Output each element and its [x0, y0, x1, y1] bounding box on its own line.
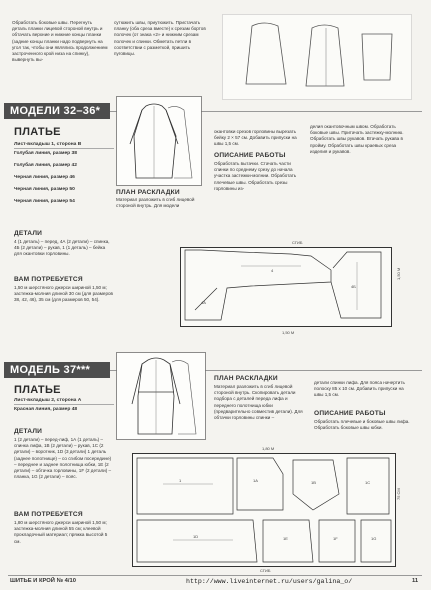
model1-fashion-sketch	[116, 96, 202, 186]
model2-work-text: Обработать плечевые и боковые швы лифа. Обработать боковые швы юбки.	[314, 419, 410, 431]
model1-plan-text: Материал разложить в сгиб лицевой стороной внутрь. Для модели	[116, 197, 195, 209]
top-text-col1: Обработать боковые швы. Перегнуть деталь планки лицевой стороной внутрь и обтачать верхние и нижние концы планки (задние концы планки надо подвернуть на угол так, чтобы они являлись продолжением застроченного крой низа на спинку), вывернуть вы-	[12, 20, 108, 63]
piece-label-1f: 1F	[333, 536, 338, 541]
model1-fold-label: СГИБ	[292, 240, 303, 245]
model1-mid-text: окантовки срезов горловины вырезать бейку 2 × 57 см. Добавить припуски на швы 1,5 см.	[214, 129, 297, 147]
top-sketch	[222, 14, 412, 100]
model1-plan-title: ПЛАН РАСКЛАДКИ	[116, 189, 180, 196]
model1-size-list	[14, 142, 114, 205]
model2-layout-box	[132, 453, 396, 567]
footer-url[interactable]: http://www.liveinternet.ru/users/galina_o/	[186, 578, 353, 585]
model1-size-5: Черная линия, размер 54	[14, 199, 75, 204]
model2-right-text: детали спинки лифа. Для пояса начертить полоску 85 х 10 см. Добавить припуски на швы 1,5 см.	[314, 380, 405, 398]
model1-size-4: Черная линия, размер 50	[14, 187, 75, 192]
model2-size-0: Лист-вкладыш 2, сторона А	[14, 398, 114, 405]
piece-label-4a: 4А	[201, 300, 206, 305]
model2-need-text: 1,80 м шерстяного джерси шириной 1,50 м; застежка-молния длиной 55 см; клеевой прокладочный материал; пряжка высотой 5 см.	[14, 520, 108, 544]
model2-plan-text: Материал разложить в сгиб лицевой стороной внутрь. Скопировать детали подбора с деталей переда лифа и переднего полотнища юбки (предварительно совместив детали). Для обтачки горловины спинки –	[214, 384, 303, 421]
model1-garment: ПЛАТЬЕ	[14, 126, 61, 138]
model2-details-title: ДЕТАЛИ	[14, 428, 43, 435]
model1-width-label: 1,50 М	[282, 330, 295, 335]
model1-work-text: Обработать вытачки. Стачать части спинки по среднему срезу до начала участка застежки-молнии. Обработать плечевые швы. Обработать срезы горловины из-	[214, 161, 297, 191]
model2-size-1: Красная линия, размер 48	[14, 407, 78, 412]
piece-label-1b: 1В	[311, 480, 316, 485]
model2-need-title: ВАМ ПОТРЕБУЕТСЯ	[14, 511, 83, 518]
model1-details-text: 4 (1 деталь) – перед, 4А (2 детали) – спинка, 4Б (2 детали) – рукав, 1 (1 деталь) – бейка для окантовки горловины.	[14, 239, 110, 257]
model1-size-2: Голубая линия, размер 42	[14, 163, 77, 168]
model2-garment: ПЛАТЬЕ	[14, 384, 61, 396]
piece-label-1a: 1А	[253, 478, 258, 483]
footer-magazine: ШИТЬЕ И КРОЙ № 4/10	[10, 578, 76, 584]
model1-size-3: Черная линия, размер 46	[14, 175, 75, 180]
piece-label-4: 4	[271, 268, 274, 273]
model2-width-label: 1,80 М	[262, 446, 275, 451]
model2-size-list	[14, 398, 114, 413]
model1-title: МОДЕЛИ 32–36*	[4, 103, 110, 119]
model1-need-title: ВАМ ПОТРЕБУЕТСЯ	[14, 276, 83, 283]
model2-fold-label: СГИБ	[260, 568, 271, 573]
model1-size-1: Голубая линия, размер 38	[14, 151, 77, 156]
model2-depth-label: 75 СМ	[396, 488, 401, 500]
piece-label-1g: 1G	[371, 536, 377, 541]
top-text-col2: сутюжить швы, приутюжить. Пристачать планку (оба среза вместе) к срезам бортов полочек (от знака «2» и нижним срезам полочек и спинки. Обметать петли в соответствии с разметкой, пришить пуговицы.	[114, 20, 206, 57]
piece-label-1d: 1D	[193, 534, 199, 539]
model1-depth-label: 1,50 М	[396, 267, 401, 280]
model2-work-title: ОПИСАНИЕ РАБОТЫ	[314, 410, 386, 417]
model2-plan-title: ПЛАН РАСКЛАДКИ	[214, 375, 278, 382]
model1-need-text: 1,50 м шерстяного джерси шириной 1,50 м; застежка-молния длиной 30 см (для размеров 38, 42, 46), 35 см (для размеров 50, 54).	[14, 285, 114, 303]
model1-details-title: ДЕТАЛИ	[14, 230, 43, 237]
piece-label-1e: 1Е	[283, 536, 288, 541]
model1-size-0: Лист-вкладыш 1, сторона В	[14, 142, 114, 149]
model1-layout-box	[180, 247, 392, 327]
piece-label-4b: 4Б	[351, 284, 356, 289]
model2-title: МОДЕЛЬ 37***	[4, 362, 110, 378]
piece-label-1: 1	[179, 478, 182, 483]
model1-work-title: ОПИСАНИЕ РАБОТЫ	[214, 152, 286, 159]
model1-right-text: делия окантовочным швом. Обработать боковые швы. Притачать застежку-молнию. Обработать швы рукавов. Втачать рукава в пройму. Обработать швы краевых среза изделия и рукавов.	[310, 124, 404, 154]
model2-fashion-sketch	[116, 352, 206, 440]
model2-details-text: 1 (2 детали) – перед-лиф, 1А (1 деталь) – спинка лифа, 1В (2 детали) – рукав, 1С (2 детали) – воротник, 1D (3 детали) 1 деталь (заднее полотнище) – со сгибом посередине) – переднее и заднее полотнища юбки, 1Е (2 детали) – обтачка горловины, 1F (2 детали) – планка, 1G (2 детали) – пояс.	[14, 437, 112, 480]
page-number: 11	[412, 578, 419, 584]
piece-label-1c: 1С	[365, 480, 371, 485]
